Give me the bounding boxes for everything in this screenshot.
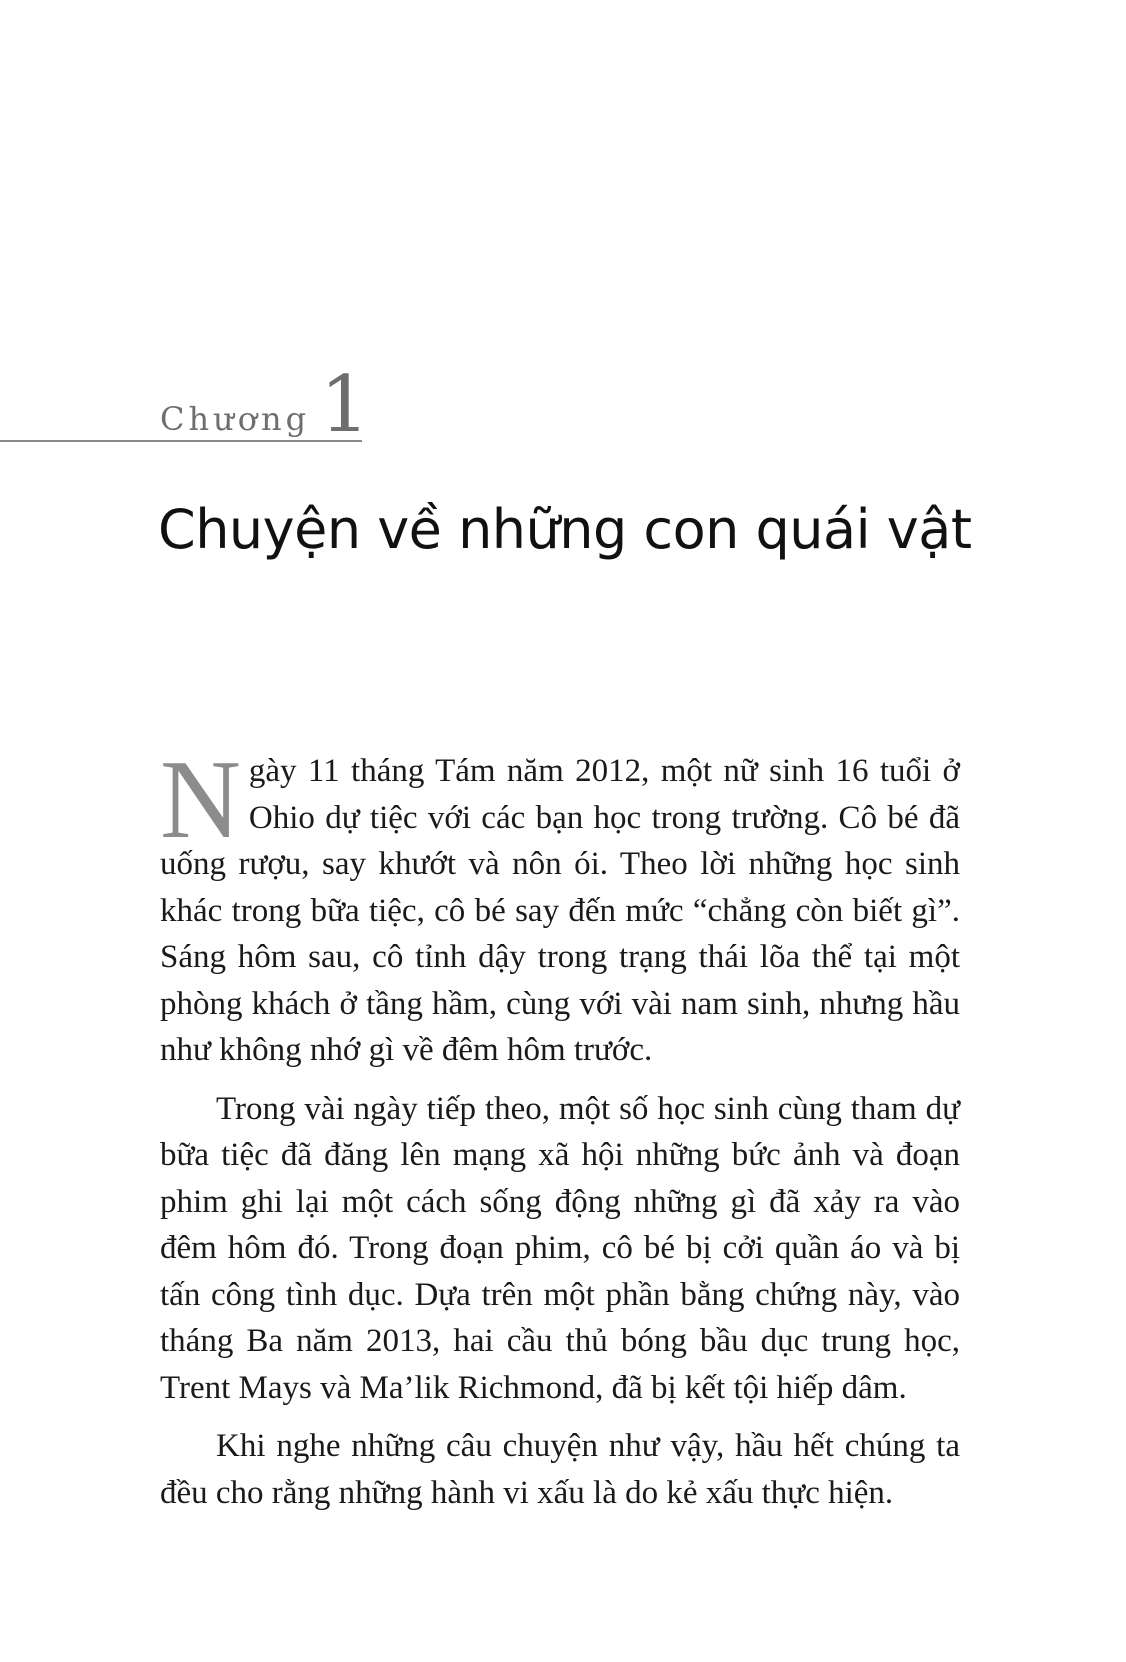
paragraph-3: Khi nghe những câu chuyện như vậy, hầu hết chúng ta đều cho rằng những hành vi xấu là do kẻ xấu thực hiện.	[160, 1428, 960, 1511]
chapter-title: Chuyện về những con quái vật	[158, 498, 972, 561]
chapter-label: Chương	[160, 400, 311, 438]
paragraph-1	[160, 738, 960, 1074]
paragraph-2: Trong vài ngày tiếp theo, một số học sinh cùng tham dự bữa tiệc đã đăng lên mạng xã hội những bức ảnh và đoạn phim ghi lại một cách sống động những gì đã xảy ra vào đêm hôm đó. Trong đoạn phim, cô bé bị cởi quần áo và bị tấn công tình dục. Dựa trên một phần bằng chứng này, vào tháng Ba năm 2013, hai cầu thủ bóng bầu dục trung học, Trent Mays và Ma’lik Richmond, đã bị kết tội hiếp dâm.	[160, 1090, 960, 1406]
chapter-body	[160, 738, 960, 1528]
drop-cap: N	[160, 738, 241, 862]
chapter-heading	[0, 360, 370, 450]
chapter-number: 1	[320, 360, 370, 450]
paragraph-1-text: gày 11 tháng Tám năm 2012, một nữ sinh 16 tuổi ở Ohio dự tiệc với các bạn học trong trường. Cô bé đã uống rượu, say khướt và nôn ói. Theo lời những học sinh khác trong bữa tiệc, cô bé say đến mức “chẳng còn biết gì”. Sáng hôm sau, cô tỉnh dậy trong trạng thái lõa thể tại một phòng khách ở tầng hầm, cùng với vài nam sinh, nhưng hầu như không nhớ gì về đêm hôm trước.	[160, 753, 960, 1068]
